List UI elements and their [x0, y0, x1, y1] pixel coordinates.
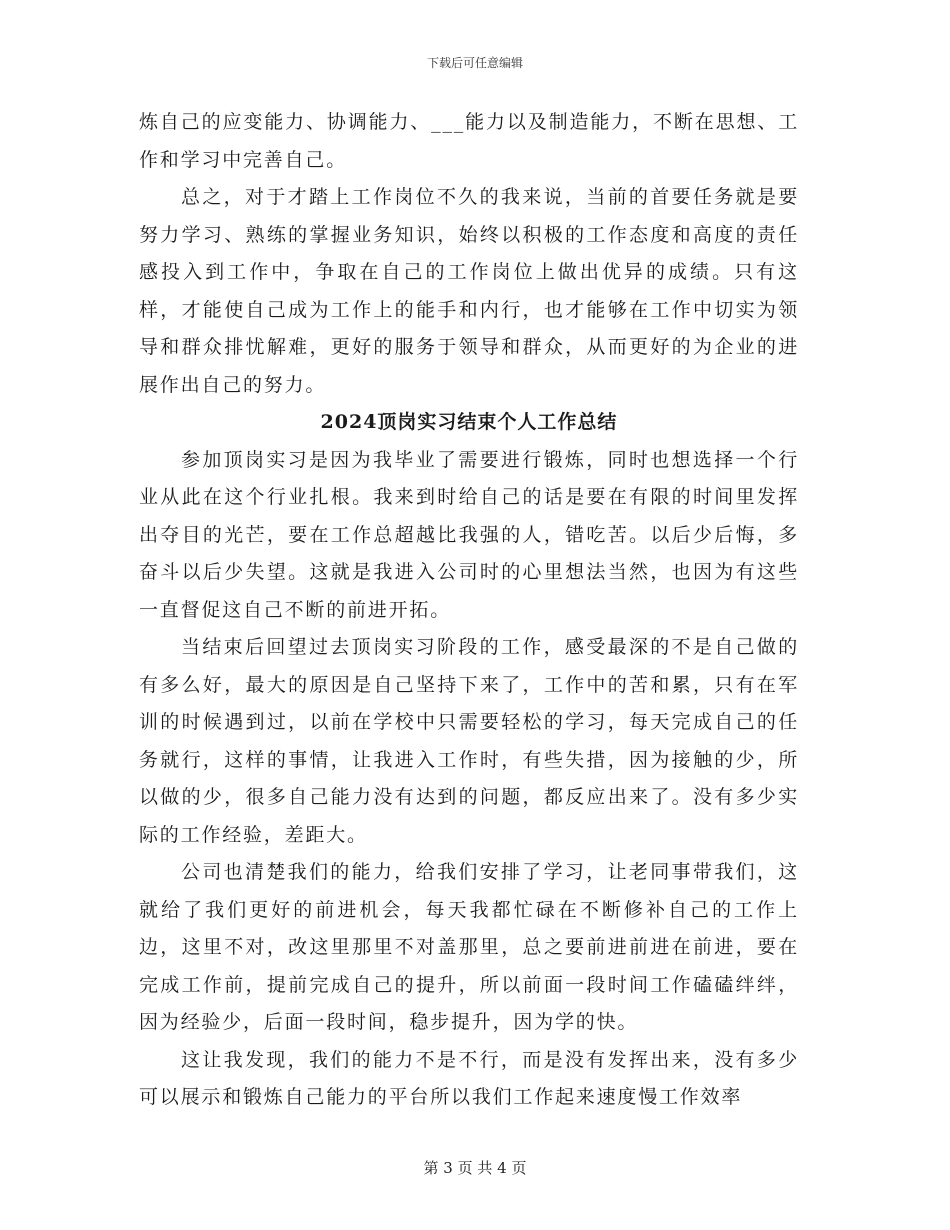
page-number: 第 3 页 共 4 页	[423, 1159, 527, 1177]
paragraph-continuation: 炼自己的应变能力、协调能力、___能力以及制造能力，不断在思想、工作和学习中完善自己。	[139, 111, 799, 171]
paragraph-intro: 参加顶岗实习是因为我毕业了需要进行锻炼，同时也想选择一个行业从此在这个行业扎根。我来到时给自己的话是要在有限的时间里发挥出夺目的光芒，要在工作总超越比我强的人，错吃苦。以后少后悔，多奋斗以后少失望。这就是我进入公司时的心里想法当然，也因为有这些一直督促这自己不断的前进开拓。	[139, 448, 799, 621]
paragraph-reflection: 当结束后回望过去顶岗实习阶段的工作，感受最深的不是自己做的有多么好，最大的原因是自己坚持下来了，工作中的苦和累，只有在军训的时候遇到过，以前在学校中只需要轻松的学习，每天完成自己的任务就行，这样的事情，让我进入工作时，有些失措，因为接触的少，所以做的少，很多自己能力没有达到的问题，都反应出来了。没有多少实际的工作经验，差距大。	[139, 636, 799, 846]
section-title: 2024顶岗实习结束个人工作总结	[320, 411, 618, 433]
paragraph-conclusion: 总之，对于才踏上工作岗位不久的我来说，当前的首要任务就是要努力学习、熟练的掌握业务知识，始终以积极的工作态度和高度的责任感投入到工作中，争取在自己的工作岗位上做出优异的成绩。只有这样，才能使自己成为工作上的能手和内行，也才能够在工作中切实为领导和群众排忧解难，更好的服务于领导和群众，从而更好的为企业的进展作出自己的努力。	[139, 186, 799, 396]
paragraph-discovery: 这让我发现，我们的能力不是不行，而是没有发挥出来，没有多少可以展示和锻炼自己能力的平台所以我们工作起来速度慢工作效率	[139, 1048, 799, 1108]
document-body	[139, 104, 799, 1117]
paragraph-company-support: 公司也清楚我们的能力，给我们安排了学习，让老同事带我们，这就给了我们更好的前进机会，每天我都忙碌在不断修补自己的工作上边，这里不对，改这里那里不对盖那里，总之要前进前进在前进，要在完成工作前，提前完成自己的提升，所以前面一段时间工作磕磕绊绊，因为经验少，后面一段时间，稳步提升，因为学的快。	[139, 861, 799, 1033]
page-header-note: 下载后可任意编辑	[426, 56, 523, 70]
